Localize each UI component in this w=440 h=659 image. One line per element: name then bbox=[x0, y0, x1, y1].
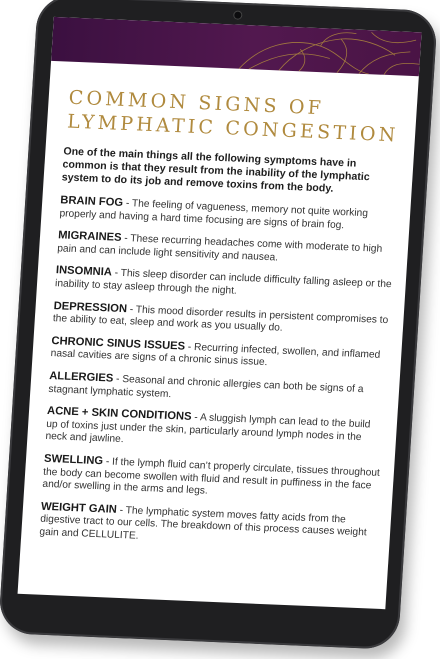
item-text: - The feeling of vagueness, memory not quite working properly and having a hard time focusing are signs of brain fog. bbox=[59, 197, 369, 231]
item-term: SWELLING bbox=[43, 452, 104, 468]
item-text: - This mood disorder results in persistent compromises to the ability to eat, sleep and work as you usually do. bbox=[52, 303, 389, 334]
item-term: BRAIN FOG bbox=[59, 194, 124, 209]
list-item bbox=[50, 335, 387, 375]
title-line-1: COMMON SIGNS OF bbox=[68, 86, 325, 120]
item-text: - Seasonal and chronic allergies can both be signs of a stagnant lymphatic system. bbox=[48, 373, 364, 400]
item-term: CHRONIC SINUS ISSUES bbox=[51, 334, 186, 353]
item-term: ALLERGIES bbox=[48, 369, 114, 385]
item-text: - A sluggish lymph can lead to the build up of toxins just under the skin, particularly around lymph nodes in the neck and jawline. bbox=[45, 412, 371, 446]
list-item bbox=[39, 500, 377, 553]
page-title bbox=[67, 86, 404, 148]
item-term: DEPRESSION bbox=[53, 299, 128, 315]
item-text: - This sleep disorder can include difficulty falling asleep or the inability to stay asleep through the night. bbox=[54, 267, 392, 297]
list-item bbox=[45, 405, 383, 458]
camera-icon bbox=[234, 11, 241, 18]
title-line-2: LYMPHATIC CONGESTION bbox=[66, 110, 400, 147]
item-text: - If the lymph fluid can’t properly circulate, tissues throughout the body can become swollen with fluid and result in puffiness in the face and/or swelling in the arms and legs. bbox=[42, 456, 381, 497]
article-content bbox=[21, 61, 419, 554]
item-term: WEIGHT GAIN bbox=[40, 500, 118, 516]
tablet-screen bbox=[18, 17, 422, 609]
item-text: - The lymphatic system moves fatty acids from the digestive tract to our cells. The breakdown of this process causes weight gain and CELLULITE. bbox=[39, 504, 367, 542]
list-item bbox=[57, 229, 394, 269]
list-item bbox=[55, 265, 392, 305]
item-term: ACNE + SKIN CONDITIONS bbox=[46, 405, 192, 424]
list-item bbox=[52, 300, 389, 340]
intro-paragraph: One of the main things all the following symptoms have in common is that they result from the inability of the lymphatic system to do its job and remove toxins from the body. bbox=[61, 145, 371, 195]
item-term: MIGRAINES bbox=[57, 229, 122, 245]
list-item bbox=[59, 194, 396, 234]
item-term: INSOMNIA bbox=[55, 264, 113, 279]
botanical-line-art bbox=[219, 24, 422, 76]
list-item bbox=[48, 370, 385, 410]
item-text: - Recurring infected, swollen, and inflamed nasal cavities are signs of a chronic sinus issue. bbox=[50, 341, 381, 369]
list-item bbox=[42, 453, 380, 506]
item-text: - These recurring headaches come with moderate to high pain and can include light sensitivity and nausea. bbox=[56, 233, 383, 264]
